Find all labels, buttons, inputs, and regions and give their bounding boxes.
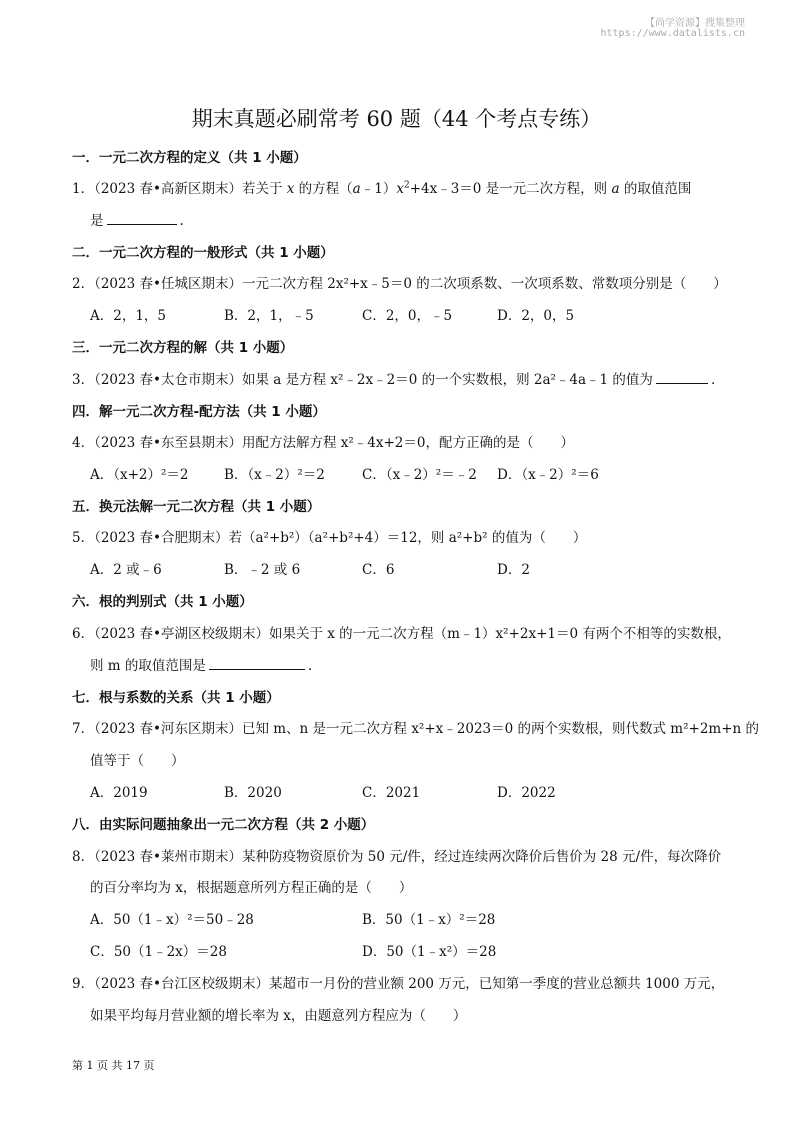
question-8-option-d[interactable]: D．50（1﹣x²）＝28 bbox=[362, 944, 497, 960]
question-8-option-c[interactable]: C．50（1﹣2x）＝28 bbox=[90, 944, 227, 960]
section-heading-4: 四．解一元二次方程-配方法（共 1 小题） bbox=[72, 404, 326, 420]
answer-blank[interactable] bbox=[107, 212, 177, 225]
question-8-option-a[interactable]: A．50（1﹣x）²＝50﹣28 bbox=[90, 912, 254, 928]
question-4-option-b[interactable]: B．（x﹣2）²＝2 bbox=[224, 467, 325, 483]
question-5-option-a[interactable]: A．2 或﹣6 bbox=[90, 562, 162, 578]
question-3-text: 3．（2023 春•太仓市期末）如果 a 是方程 x²﹣2x﹣2＝0 的一个实数根，则 2a²﹣4a﹣1 的值为 . bbox=[72, 372, 716, 388]
question-7-option-b[interactable]: B．2020 bbox=[224, 785, 282, 801]
question-7-option-d[interactable]: D．2022 bbox=[497, 785, 556, 801]
question-9-line1: 9．（2023 春•台江区校级期末）某超市一月份的营业额 200 万元，已知第一季度的营业总额共 1000 万元， bbox=[72, 976, 725, 992]
question-5-text: 5．（2023 春•合肥期末）若（a²+b²）（a²+b²+4）＝12，则 a²+b² 的值为（ ） bbox=[72, 530, 587, 546]
watermark-line1: 【尚学资源】搜集整理 bbox=[645, 18, 745, 29]
question-6-line1: 6．（2023 春•亭湖区校级期末）如果关于 x 的一元二次方程（m﹣1）x²+2x+1＝0 有两个不相等的实数根， bbox=[72, 626, 731, 642]
answer-blank[interactable] bbox=[656, 371, 708, 384]
page-title: 期末真题必刷常考 60 题（44 个考点专练） bbox=[191, 107, 602, 131]
section-heading-8: 八．由实际问题抽象出一元二次方程（共 2 小题） bbox=[72, 817, 375, 833]
question-1-line1: 1．（2023 春•高新区期末）若关于 x 的方程$(a﹣1)x^2+4x﹣3=0$ 是一元二次方程，则 a 的取值范围 bbox=[72, 180, 692, 197]
question-2-option-d[interactable]: D．2，0，5 bbox=[497, 308, 575, 324]
question-6-line2: 则 m 的取值范围是 . bbox=[90, 658, 313, 674]
page-footer: 第 1 页 共 17 页 bbox=[72, 1059, 155, 1072]
question-8-line1: 8．（2023 春•莱州市期末）某种防疫物资原价为 50 元/件，经过连续两次降价后售价为 28 元/件，每次降价 bbox=[72, 849, 722, 865]
question-5-option-b[interactable]: B．﹣2 或 6 bbox=[224, 562, 301, 578]
question-5-option-d[interactable]: D．2 bbox=[497, 562, 530, 578]
question-7-option-c[interactable]: C．2021 bbox=[362, 785, 421, 801]
section-heading-6: 六．根的判别式（共 1 小题） bbox=[72, 594, 253, 610]
question-7-line1: 7．（2023 春•河东区期末）已知 m、n 是一元二次方程 x²+x﹣2023＝0 的两个实数根，则代数式 m²+2m+n 的 bbox=[72, 721, 760, 737]
question-2-option-c[interactable]: C．2，0，﹣5 bbox=[362, 308, 453, 324]
question-5-option-c[interactable]: C．6 bbox=[362, 562, 395, 578]
question-9-line2: 如果平均每月营业额的增长率为 x，由题意列方程应为（ ） bbox=[90, 1008, 467, 1024]
question-4-option-a[interactable]: A．（x+2）²＝2 bbox=[90, 467, 189, 483]
section-heading-5: 五．换元法解一元二次方程（共 1 小题） bbox=[72, 499, 321, 515]
question-2-option-b[interactable]: B．2，1，﹣5 bbox=[224, 308, 314, 324]
question-2-text: 2．（2023 春•任城区期末）一元二次方程 2x²+x﹣5＝0 的二次项系数、一次项系数、常数项分别是（ ） bbox=[72, 276, 727, 292]
question-1-line2: 是 . bbox=[90, 213, 184, 229]
question-4-option-c[interactable]: C．（x﹣2）²＝﹣2 bbox=[362, 467, 477, 483]
section-heading-2: 二．一元二次方程的一般形式（共 1 小题） bbox=[72, 245, 334, 261]
watermark-line2: https://www.datalists.cn bbox=[600, 28, 745, 39]
answer-blank[interactable] bbox=[209, 657, 305, 670]
question-7-option-a[interactable]: A．2019 bbox=[90, 785, 148, 801]
question-8-option-b[interactable]: B．50（1﹣x）²＝28 bbox=[362, 912, 496, 928]
question-2-option-a[interactable]: A．2，1，5 bbox=[90, 308, 167, 324]
question-7-line2: 值等于（ ） bbox=[90, 753, 185, 769]
section-heading-3: 三．一元二次方程的解（共 1 小题） bbox=[72, 340, 294, 356]
section-heading-7: 七．根与系数的关系（共 1 小题） bbox=[72, 690, 280, 706]
question-8-line2: 的百分率均为 x，根据题意所列方程正确的是（ ） bbox=[90, 880, 413, 896]
section-heading-1: 一．一元二次方程的定义（共 1 小题） bbox=[72, 150, 307, 166]
question-4-option-d[interactable]: D．（x﹣2）²＝6 bbox=[497, 467, 599, 483]
question-4-text: 4．（2023 春•东至县期末）用配方法解方程 x²﹣4x+2＝0，配方正确的是（ ） bbox=[72, 435, 574, 451]
